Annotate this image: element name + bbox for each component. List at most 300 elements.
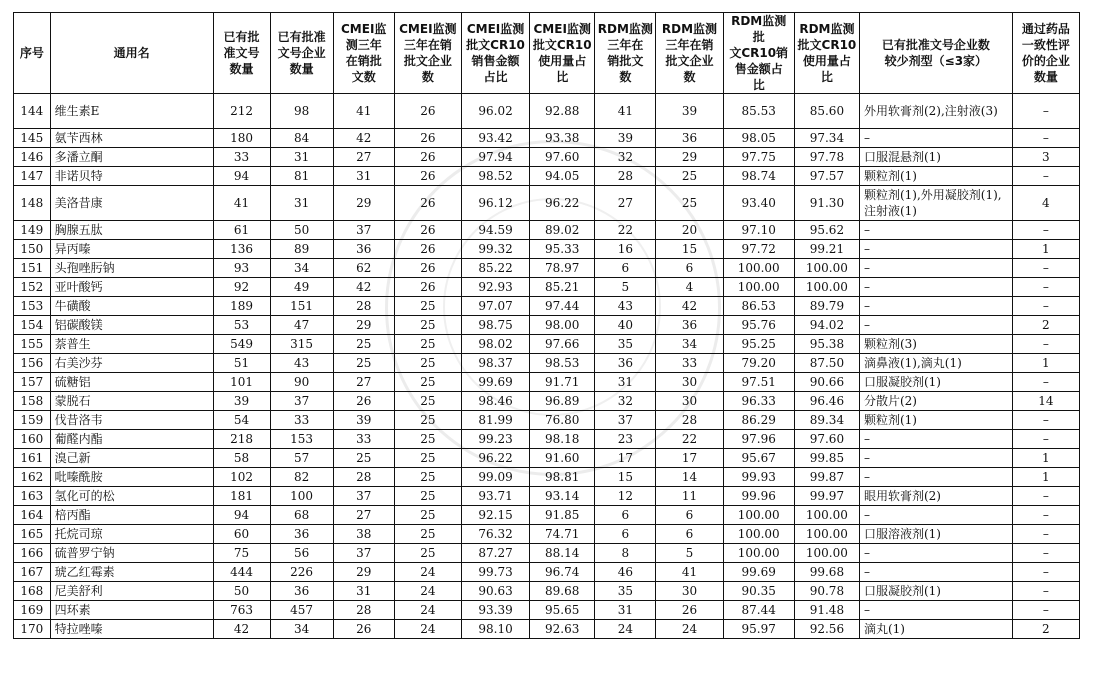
table-cell: 41 bbox=[213, 186, 270, 221]
table-cell: 98.10 bbox=[461, 620, 529, 639]
table-cell: – bbox=[1012, 278, 1079, 297]
table-cell: 25 bbox=[333, 354, 394, 373]
dosage-forms: 分散片(2) bbox=[859, 392, 1012, 411]
table-cell: 28 bbox=[333, 468, 394, 487]
table-cell: 24 bbox=[394, 620, 461, 639]
table-cell: – bbox=[1012, 297, 1079, 316]
table-cell: 39 bbox=[213, 392, 270, 411]
table-cell: 1 bbox=[1012, 468, 1079, 487]
table-cell: 50 bbox=[213, 582, 270, 601]
row-number: 162 bbox=[14, 468, 51, 487]
table-cell: 30 bbox=[656, 392, 723, 411]
table-cell: 99.69 bbox=[723, 563, 794, 582]
table-cell: 25 bbox=[394, 468, 461, 487]
table-cell: 6 bbox=[656, 259, 723, 278]
table-cell: 100.00 bbox=[794, 259, 859, 278]
column-header: CMEI监 测三年 在销批 文数 bbox=[333, 13, 394, 94]
table-cell: 4 bbox=[1012, 186, 1079, 221]
table-cell: 27 bbox=[333, 148, 394, 167]
drug-name: 氨苄西林 bbox=[50, 129, 213, 148]
table-cell: 25 bbox=[394, 335, 461, 354]
dosage-forms: – bbox=[859, 221, 1012, 240]
table-cell: 93.42 bbox=[461, 129, 529, 148]
table-cell: 34 bbox=[270, 259, 333, 278]
table-cell: 99.69 bbox=[461, 373, 529, 392]
table-cell: 89.34 bbox=[794, 411, 859, 430]
table-cell: 33 bbox=[333, 430, 394, 449]
table-cell: 94.02 bbox=[794, 316, 859, 335]
table-cell: 28 bbox=[333, 601, 394, 620]
table-cell: 25 bbox=[394, 354, 461, 373]
row-number: 146 bbox=[14, 148, 51, 167]
table-cell: 81 bbox=[270, 167, 333, 186]
table-cell: 98.75 bbox=[461, 316, 529, 335]
table-cell: – bbox=[1012, 582, 1079, 601]
table-row bbox=[14, 487, 1080, 506]
table-cell: 22 bbox=[656, 430, 723, 449]
table-cell: 36 bbox=[333, 240, 394, 259]
table-cell: 47 bbox=[270, 316, 333, 335]
table-row bbox=[14, 468, 1080, 487]
table-cell: 40 bbox=[595, 316, 656, 335]
table-cell: 11 bbox=[656, 487, 723, 506]
table-cell: 62 bbox=[333, 259, 394, 278]
table-cell: 28 bbox=[656, 411, 723, 430]
dosage-forms: – bbox=[859, 297, 1012, 316]
table-cell: 61 bbox=[213, 221, 270, 240]
table-cell: 24 bbox=[394, 582, 461, 601]
table-cell: 26 bbox=[394, 167, 461, 186]
table-cell: – bbox=[1012, 335, 1079, 354]
dosage-forms: 颗粒剂(1) bbox=[859, 411, 1012, 430]
table-cell: 100.00 bbox=[794, 506, 859, 525]
table-cell: 26 bbox=[394, 94, 461, 129]
drug-name: 尼美舒利 bbox=[50, 582, 213, 601]
table-cell: 226 bbox=[270, 563, 333, 582]
table-cell: 78.97 bbox=[530, 259, 595, 278]
table-cell: 25 bbox=[333, 449, 394, 468]
row-number: 152 bbox=[14, 278, 51, 297]
table-cell: – bbox=[1012, 544, 1079, 563]
table-cell: 29 bbox=[656, 148, 723, 167]
table-cell: 444 bbox=[213, 563, 270, 582]
table-cell: 90.35 bbox=[723, 582, 794, 601]
table-cell: 32 bbox=[595, 392, 656, 411]
table-cell: 99.73 bbox=[461, 563, 529, 582]
column-header: 已有批 准文号 数量 bbox=[213, 13, 270, 94]
drug-name: 硫糖铝 bbox=[50, 373, 213, 392]
drug-name: 美洛昔康 bbox=[50, 186, 213, 221]
table-cell: 97.78 bbox=[794, 148, 859, 167]
table-cell: 37 bbox=[333, 221, 394, 240]
row-number: 149 bbox=[14, 221, 51, 240]
table-cell: 153 bbox=[270, 430, 333, 449]
table-cell: 93.71 bbox=[461, 487, 529, 506]
table-cell: 54 bbox=[213, 411, 270, 430]
table-cell: 53 bbox=[213, 316, 270, 335]
table-row bbox=[14, 392, 1080, 411]
table-cell: 1 bbox=[1012, 240, 1079, 259]
column-header: 序号 bbox=[14, 13, 51, 94]
table-cell: 96.02 bbox=[461, 94, 529, 129]
row-number: 157 bbox=[14, 373, 51, 392]
dosage-forms: – bbox=[859, 278, 1012, 297]
table-cell: – bbox=[1012, 506, 1079, 525]
table-cell: – bbox=[1012, 601, 1079, 620]
table-cell: 94.05 bbox=[530, 167, 595, 186]
table-cell: 97.34 bbox=[794, 129, 859, 148]
table-cell: 6 bbox=[595, 259, 656, 278]
table-cell: 97.96 bbox=[723, 430, 794, 449]
table-cell: 100.00 bbox=[723, 259, 794, 278]
table-row bbox=[14, 582, 1080, 601]
table-cell: 92.88 bbox=[530, 94, 595, 129]
table-cell: 94 bbox=[213, 167, 270, 186]
table-cell: 97.94 bbox=[461, 148, 529, 167]
row-number: 158 bbox=[14, 392, 51, 411]
table-cell: 24 bbox=[595, 620, 656, 639]
column-header: RDM监测批 文CR10销 售金额占 比 bbox=[723, 13, 794, 94]
table-cell: 99.09 bbox=[461, 468, 529, 487]
table-cell: 31 bbox=[270, 186, 333, 221]
table-cell: 549 bbox=[213, 335, 270, 354]
drug-name: 托烷司琼 bbox=[50, 525, 213, 544]
table-row bbox=[14, 601, 1080, 620]
table-cell: 94.59 bbox=[461, 221, 529, 240]
table-cell: 6 bbox=[656, 525, 723, 544]
table-cell: 76.80 bbox=[530, 411, 595, 430]
dosage-forms: 口服混悬剂(1) bbox=[859, 148, 1012, 167]
table-cell: 100.00 bbox=[794, 525, 859, 544]
table-cell: – bbox=[1012, 525, 1079, 544]
table-cell: 79.20 bbox=[723, 354, 794, 373]
dosage-forms: – bbox=[859, 430, 1012, 449]
row-number: 165 bbox=[14, 525, 51, 544]
table-cell: – bbox=[1012, 167, 1079, 186]
table-cell: 85.60 bbox=[794, 94, 859, 129]
row-number: 154 bbox=[14, 316, 51, 335]
drug-name: 右美沙芬 bbox=[50, 354, 213, 373]
table-cell: 89 bbox=[270, 240, 333, 259]
table-cell: 99.21 bbox=[794, 240, 859, 259]
table-cell: 89.68 bbox=[530, 582, 595, 601]
drug-name: 萘普生 bbox=[50, 335, 213, 354]
table-cell: 90 bbox=[270, 373, 333, 392]
table-cell: 98.18 bbox=[530, 430, 595, 449]
table-cell: 31 bbox=[333, 167, 394, 186]
table-cell: 35 bbox=[595, 582, 656, 601]
table-cell: 5 bbox=[656, 544, 723, 563]
drug-name: 伐昔洛韦 bbox=[50, 411, 213, 430]
table-cell: 1 bbox=[1012, 354, 1079, 373]
drug-name: 异丙嗪 bbox=[50, 240, 213, 259]
table-row bbox=[14, 221, 1080, 240]
row-number: 144 bbox=[14, 94, 51, 129]
table-row bbox=[14, 411, 1080, 430]
table-cell: 2 bbox=[1012, 620, 1079, 639]
table-cell: 41 bbox=[656, 563, 723, 582]
table-cell: 96.12 bbox=[461, 186, 529, 221]
dosage-forms: 口服凝胶剂(1) bbox=[859, 373, 1012, 392]
drug-statistics-table bbox=[13, 12, 1080, 639]
table-cell: 86.53 bbox=[723, 297, 794, 316]
drug-name: 氢化可的松 bbox=[50, 487, 213, 506]
table-cell: 30 bbox=[656, 373, 723, 392]
column-header: 通过药品 一致性评 价的企业 数量 bbox=[1012, 13, 1079, 94]
table-cell: 17 bbox=[656, 449, 723, 468]
table-cell: 100.00 bbox=[723, 544, 794, 563]
table-cell: 91.71 bbox=[530, 373, 595, 392]
table-cell: 94 bbox=[213, 506, 270, 525]
table-cell: 42 bbox=[333, 129, 394, 148]
column-header: CMEI监测 批文CR10 销售金额 占比 bbox=[461, 13, 529, 94]
table-row bbox=[14, 544, 1080, 563]
table-cell: 14 bbox=[1012, 392, 1079, 411]
table-cell: 91.60 bbox=[530, 449, 595, 468]
row-number: 159 bbox=[14, 411, 51, 430]
table-cell: 99.96 bbox=[723, 487, 794, 506]
table-cell: 25 bbox=[394, 544, 461, 563]
table-cell: 6 bbox=[656, 506, 723, 525]
table-cell: 36 bbox=[595, 354, 656, 373]
table-cell: – bbox=[1012, 411, 1079, 430]
row-number: 166 bbox=[14, 544, 51, 563]
table-cell: 12 bbox=[595, 487, 656, 506]
table-cell: 97.75 bbox=[723, 148, 794, 167]
table-cell: 98.52 bbox=[461, 167, 529, 186]
table-cell: 2 bbox=[1012, 316, 1079, 335]
table-cell: 24 bbox=[394, 601, 461, 620]
dosage-forms: – bbox=[859, 316, 1012, 335]
column-header: 已有批准 文号企业 数量 bbox=[270, 13, 333, 94]
table-cell: 85.22 bbox=[461, 259, 529, 278]
table-cell: 99.87 bbox=[794, 468, 859, 487]
table-cell: 87.44 bbox=[723, 601, 794, 620]
table-cell: 99.23 bbox=[461, 430, 529, 449]
table-cell: 15 bbox=[656, 240, 723, 259]
table-cell: 92.63 bbox=[530, 620, 595, 639]
table-cell: 218 bbox=[213, 430, 270, 449]
table-cell: 25 bbox=[656, 167, 723, 186]
table-cell: 42 bbox=[656, 297, 723, 316]
table-cell: 57 bbox=[270, 449, 333, 468]
drug-name: 多潘立酮 bbox=[50, 148, 213, 167]
table-cell: 95.25 bbox=[723, 335, 794, 354]
table-cell: 90.66 bbox=[794, 373, 859, 392]
table-cell: 6 bbox=[595, 506, 656, 525]
table-cell: 100.00 bbox=[723, 525, 794, 544]
table-cell: 26 bbox=[394, 148, 461, 167]
dosage-forms: 外用软膏剂(2),注射液(3) bbox=[859, 94, 1012, 129]
table-cell: 68 bbox=[270, 506, 333, 525]
table-cell: 93.14 bbox=[530, 487, 595, 506]
table-cell: 26 bbox=[656, 601, 723, 620]
table-cell: 26 bbox=[394, 221, 461, 240]
table-cell: 58 bbox=[213, 449, 270, 468]
dosage-forms: 口服凝胶剂(1) bbox=[859, 582, 1012, 601]
table-row bbox=[14, 620, 1080, 639]
drug-name: 四环素 bbox=[50, 601, 213, 620]
dosage-forms: 口服溶液剂(1) bbox=[859, 525, 1012, 544]
table-cell: 24 bbox=[656, 620, 723, 639]
table-cell: 28 bbox=[333, 297, 394, 316]
table-cell: 89.79 bbox=[794, 297, 859, 316]
dosage-forms: – bbox=[859, 506, 1012, 525]
table-cell: 60 bbox=[213, 525, 270, 544]
dosage-forms: – bbox=[859, 129, 1012, 148]
table-cell: 92.56 bbox=[794, 620, 859, 639]
drug-name: 头孢唑肟钠 bbox=[50, 259, 213, 278]
table-cell: 99.97 bbox=[794, 487, 859, 506]
column-header: RDM监测 三年在 销批文 数 bbox=[595, 13, 656, 94]
table-cell: 97.07 bbox=[461, 297, 529, 316]
dosage-forms: – bbox=[859, 240, 1012, 259]
column-header: 已有批准文号企业数 较少剂型（≤3家） bbox=[859, 13, 1012, 94]
table-row bbox=[14, 94, 1080, 129]
table-cell: 25 bbox=[394, 525, 461, 544]
dosage-forms: 颗粒剂(1) bbox=[859, 167, 1012, 186]
table-cell: 98.05 bbox=[723, 129, 794, 148]
table-cell: 97.60 bbox=[530, 148, 595, 167]
table-cell: 22 bbox=[595, 221, 656, 240]
table-cell: – bbox=[1012, 94, 1079, 129]
table-cell: 91.48 bbox=[794, 601, 859, 620]
table-cell: 43 bbox=[270, 354, 333, 373]
table-row bbox=[14, 278, 1080, 297]
table-cell: 33 bbox=[270, 411, 333, 430]
table-cell: 97.60 bbox=[794, 430, 859, 449]
table-cell: 25 bbox=[394, 297, 461, 316]
drug-name: 亚叶酸钙 bbox=[50, 278, 213, 297]
row-number: 169 bbox=[14, 601, 51, 620]
table-cell: 98.74 bbox=[723, 167, 794, 186]
table-cell: 27 bbox=[333, 373, 394, 392]
table-cell: 763 bbox=[213, 601, 270, 620]
table-row bbox=[14, 297, 1080, 316]
table-cell: 91.85 bbox=[530, 506, 595, 525]
table-row bbox=[14, 148, 1080, 167]
table-cell: 26 bbox=[394, 186, 461, 221]
table-cell: 90.78 bbox=[794, 582, 859, 601]
table-row bbox=[14, 335, 1080, 354]
column-header: 通用名 bbox=[50, 13, 213, 94]
table-cell: 25 bbox=[394, 373, 461, 392]
dosage-forms: – bbox=[859, 259, 1012, 278]
drug-name: 维生素E bbox=[50, 94, 213, 129]
table-cell: 37 bbox=[270, 392, 333, 411]
table-cell: 43 bbox=[595, 297, 656, 316]
table-cell: 36 bbox=[656, 129, 723, 148]
row-number: 161 bbox=[14, 449, 51, 468]
table-cell: 74.71 bbox=[530, 525, 595, 544]
row-number: 167 bbox=[14, 563, 51, 582]
table-cell: 29 bbox=[333, 316, 394, 335]
row-number: 156 bbox=[14, 354, 51, 373]
dosage-forms: 滴丸(1) bbox=[859, 620, 1012, 639]
table-cell: 92.93 bbox=[461, 278, 529, 297]
table-cell: 29 bbox=[333, 186, 394, 221]
table-cell: 26 bbox=[394, 278, 461, 297]
table-cell: 30 bbox=[656, 582, 723, 601]
table-cell: 97.51 bbox=[723, 373, 794, 392]
table-row bbox=[14, 167, 1080, 186]
table-cell: 37 bbox=[595, 411, 656, 430]
table-cell: 98.37 bbox=[461, 354, 529, 373]
table-cell: – bbox=[1012, 221, 1079, 240]
table-cell: 96.89 bbox=[530, 392, 595, 411]
table-cell: 99.85 bbox=[794, 449, 859, 468]
table-cell: 90.63 bbox=[461, 582, 529, 601]
table-cell: 98.81 bbox=[530, 468, 595, 487]
table-cell: 97.72 bbox=[723, 240, 794, 259]
table-cell: 95.38 bbox=[794, 335, 859, 354]
table-row bbox=[14, 240, 1080, 259]
table-cell: 93.40 bbox=[723, 186, 794, 221]
table-cell: 25 bbox=[394, 316, 461, 335]
row-number: 168 bbox=[14, 582, 51, 601]
table-cell: 27 bbox=[595, 186, 656, 221]
drug-name: 琥乙红霉素 bbox=[50, 563, 213, 582]
table-row bbox=[14, 373, 1080, 392]
table-cell: 100.00 bbox=[794, 278, 859, 297]
table-cell: 37 bbox=[333, 487, 394, 506]
table-cell: 34 bbox=[270, 620, 333, 639]
table-cell: 99.93 bbox=[723, 468, 794, 487]
table-cell: 136 bbox=[213, 240, 270, 259]
table-row bbox=[14, 354, 1080, 373]
table-cell: 20 bbox=[656, 221, 723, 240]
header-row bbox=[14, 13, 1080, 94]
dosage-forms: 眼用软膏剂(2) bbox=[859, 487, 1012, 506]
table-cell: 457 bbox=[270, 601, 333, 620]
table-cell: 96.33 bbox=[723, 392, 794, 411]
table-cell: 38 bbox=[333, 525, 394, 544]
row-number: 160 bbox=[14, 430, 51, 449]
table-cell: 98.46 bbox=[461, 392, 529, 411]
table-cell: 25 bbox=[394, 430, 461, 449]
table-cell: 98 bbox=[270, 94, 333, 129]
table-cell: 25 bbox=[394, 487, 461, 506]
table-cell: 34 bbox=[656, 335, 723, 354]
table-cell: 151 bbox=[270, 297, 333, 316]
table-cell: 46 bbox=[595, 563, 656, 582]
row-number: 155 bbox=[14, 335, 51, 354]
table-cell: 99.32 bbox=[461, 240, 529, 259]
table-cell: 26 bbox=[333, 620, 394, 639]
drug-name: 硫普罗宁钠 bbox=[50, 544, 213, 563]
table-cell: 41 bbox=[595, 94, 656, 129]
table-cell: 95.97 bbox=[723, 620, 794, 639]
table-cell: 36 bbox=[656, 316, 723, 335]
table-cell: 180 bbox=[213, 129, 270, 148]
dosage-forms: 滴鼻液(1),滴丸(1) bbox=[859, 354, 1012, 373]
table-cell: 97.57 bbox=[794, 167, 859, 186]
table-cell: 29 bbox=[333, 563, 394, 582]
table-cell: 98.00 bbox=[530, 316, 595, 335]
table-cell: 39 bbox=[595, 129, 656, 148]
row-number: 145 bbox=[14, 129, 51, 148]
table-cell: 89.02 bbox=[530, 221, 595, 240]
table-cell: 15 bbox=[595, 468, 656, 487]
drug-name: 牛磺酸 bbox=[50, 297, 213, 316]
table-cell: 16 bbox=[595, 240, 656, 259]
table-cell: 88.14 bbox=[530, 544, 595, 563]
table-cell: – bbox=[1012, 129, 1079, 148]
dosage-forms: – bbox=[859, 468, 1012, 487]
table-cell: 95.67 bbox=[723, 449, 794, 468]
table-row bbox=[14, 430, 1080, 449]
table-row bbox=[14, 449, 1080, 468]
